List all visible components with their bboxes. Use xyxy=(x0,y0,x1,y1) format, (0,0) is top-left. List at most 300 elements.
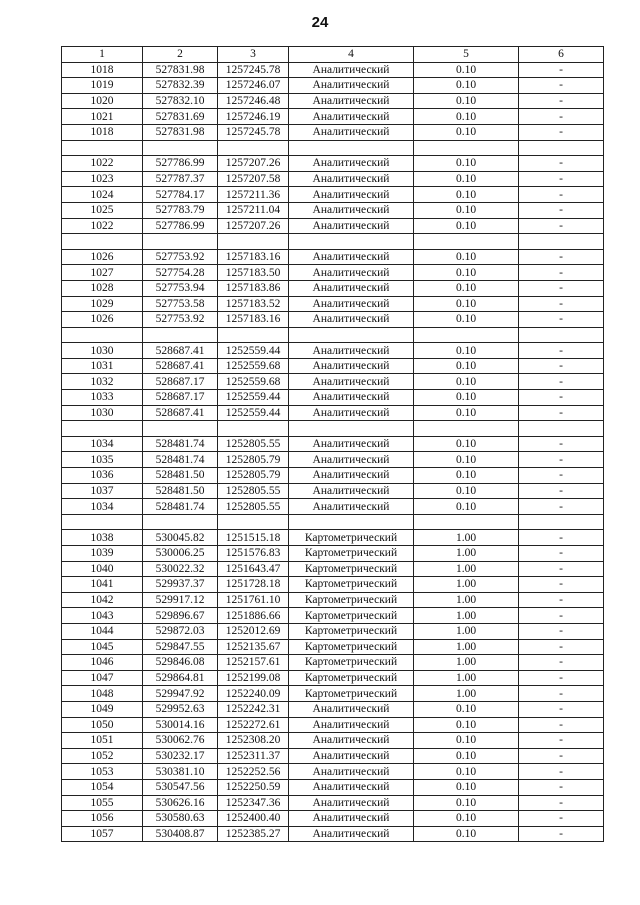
point-number-cell: 1042 xyxy=(62,592,143,608)
point-number-cell: 1057 xyxy=(62,826,143,842)
accuracy-cell: 1.00 xyxy=(414,561,519,577)
x-coordinate-cell: 529846.08 xyxy=(143,655,218,671)
table-row xyxy=(62,499,604,515)
point-number-cell: 1034 xyxy=(62,436,143,452)
note-cell xyxy=(519,140,604,156)
x-coordinate-cell xyxy=(143,421,218,437)
note-cell: - xyxy=(519,546,604,562)
note-cell: - xyxy=(519,78,604,94)
point-number-cell: 1018 xyxy=(62,124,143,140)
x-coordinate-cell: 527786.99 xyxy=(143,218,218,234)
x-coordinate-cell: 530580.63 xyxy=(143,811,218,827)
method-cell: Картометрический xyxy=(289,639,414,655)
note-cell: - xyxy=(519,608,604,624)
method-cell: Картометрический xyxy=(289,530,414,546)
point-number-cell: 1037 xyxy=(62,483,143,499)
accuracy-cell: 0.10 xyxy=(414,748,519,764)
note-cell: - xyxy=(519,717,604,733)
separator-row xyxy=(62,327,604,343)
method-cell: Аналитический xyxy=(289,748,414,764)
accuracy-cell xyxy=(414,140,519,156)
table-row xyxy=(62,701,604,717)
point-number-cell: 1030 xyxy=(62,343,143,359)
method-cell: Аналитический xyxy=(289,124,414,140)
method-cell: Аналитический xyxy=(289,218,414,234)
point-number-cell: 1038 xyxy=(62,530,143,546)
y-coordinate-cell: 1257246.48 xyxy=(218,93,289,109)
x-coordinate-cell: 530014.16 xyxy=(143,717,218,733)
note-cell: - xyxy=(519,655,604,671)
note-cell: - xyxy=(519,764,604,780)
table-row xyxy=(62,483,604,499)
method-cell: Аналитический xyxy=(289,733,414,749)
method-cell: Аналитический xyxy=(289,436,414,452)
x-coordinate-cell: 528687.41 xyxy=(143,343,218,359)
method-cell: Аналитический xyxy=(289,265,414,281)
x-coordinate-cell: 528481.74 xyxy=(143,499,218,515)
note-cell: - xyxy=(519,249,604,265)
point-number-cell: 1043 xyxy=(62,608,143,624)
point-number-cell: 1048 xyxy=(62,686,143,702)
accuracy-cell: 0.10 xyxy=(414,811,519,827)
y-coordinate-cell: 1252157.61 xyxy=(218,655,289,671)
table-row xyxy=(62,218,604,234)
point-number-cell xyxy=(62,327,143,343)
table-row xyxy=(62,358,604,374)
accuracy-cell: 0.10 xyxy=(414,405,519,421)
method-cell: Аналитический xyxy=(289,717,414,733)
y-coordinate-cell: 1251576.83 xyxy=(218,546,289,562)
note-cell: - xyxy=(519,779,604,795)
accuracy-cell: 0.10 xyxy=(414,499,519,515)
method-cell: Картометрический xyxy=(289,546,414,562)
method-cell: Аналитический xyxy=(289,62,414,78)
table-row xyxy=(62,592,604,608)
table-row xyxy=(62,468,604,484)
point-number-cell: 1041 xyxy=(62,577,143,593)
point-number-cell: 1034 xyxy=(62,499,143,515)
note-cell: - xyxy=(519,265,604,281)
note-cell: - xyxy=(519,156,604,172)
header-cell-4: 4 xyxy=(289,47,414,63)
x-coordinate-cell: 529937.37 xyxy=(143,577,218,593)
method-cell: Картометрический xyxy=(289,592,414,608)
note-cell xyxy=(519,327,604,343)
point-number-cell: 1021 xyxy=(62,109,143,125)
point-number-cell: 1023 xyxy=(62,171,143,187)
note-cell: - xyxy=(519,374,604,390)
x-coordinate-cell: 530232.17 xyxy=(143,748,218,764)
note-cell: - xyxy=(519,124,604,140)
x-coordinate-cell: 527786.99 xyxy=(143,156,218,172)
x-coordinate-cell: 530006.25 xyxy=(143,546,218,562)
table-row xyxy=(62,296,604,312)
y-coordinate-cell: 1252012.69 xyxy=(218,623,289,639)
accuracy-cell: 0.10 xyxy=(414,93,519,109)
point-number-cell: 1029 xyxy=(62,296,143,312)
note-cell: - xyxy=(519,296,604,312)
method-cell: Аналитический xyxy=(289,156,414,172)
x-coordinate-cell: 529864.81 xyxy=(143,670,218,686)
accuracy-cell: 1.00 xyxy=(414,608,519,624)
point-number-cell: 1050 xyxy=(62,717,143,733)
y-coordinate-cell: 1252559.44 xyxy=(218,405,289,421)
table-row xyxy=(62,374,604,390)
y-coordinate-cell: 1257211.04 xyxy=(218,202,289,218)
note-cell: - xyxy=(519,343,604,359)
note-cell: - xyxy=(519,748,604,764)
table-row xyxy=(62,62,604,78)
method-cell: Картометрический xyxy=(289,608,414,624)
method-cell: Аналитический xyxy=(289,779,414,795)
note-cell: - xyxy=(519,468,604,484)
accuracy-cell: 0.10 xyxy=(414,280,519,296)
x-coordinate-cell: 529872.03 xyxy=(143,623,218,639)
y-coordinate-cell xyxy=(218,514,289,530)
y-coordinate-cell xyxy=(218,234,289,250)
method-cell: Картометрический xyxy=(289,623,414,639)
table-row xyxy=(62,187,604,203)
accuracy-cell: 0.10 xyxy=(414,78,519,94)
method-cell: Аналитический xyxy=(289,171,414,187)
accuracy-cell: 1.00 xyxy=(414,530,519,546)
note-cell: - xyxy=(519,358,604,374)
accuracy-cell: 0.10 xyxy=(414,452,519,468)
table-row xyxy=(62,93,604,109)
accuracy-cell: 0.10 xyxy=(414,795,519,811)
point-number-cell: 1040 xyxy=(62,561,143,577)
x-coordinate-cell xyxy=(143,140,218,156)
y-coordinate-cell: 1251728.18 xyxy=(218,577,289,593)
y-coordinate-cell: 1252347.36 xyxy=(218,795,289,811)
point-number-cell: 1051 xyxy=(62,733,143,749)
point-number-cell: 1046 xyxy=(62,655,143,671)
x-coordinate-cell: 530045.82 xyxy=(143,530,218,546)
point-number-cell: 1047 xyxy=(62,670,143,686)
method-cell: Аналитический xyxy=(289,483,414,499)
note-cell: - xyxy=(519,639,604,655)
note-cell: - xyxy=(519,623,604,639)
method-cell xyxy=(289,514,414,530)
method-cell: Аналитический xyxy=(289,405,414,421)
note-cell: - xyxy=(519,452,604,468)
separator-row xyxy=(62,514,604,530)
table-row xyxy=(62,733,604,749)
method-cell: Аналитический xyxy=(289,343,414,359)
y-coordinate-cell: 1257246.19 xyxy=(218,109,289,125)
x-coordinate-cell xyxy=(143,327,218,343)
y-coordinate-cell: 1257183.50 xyxy=(218,265,289,281)
method-cell: Аналитический xyxy=(289,93,414,109)
y-coordinate-cell: 1252805.55 xyxy=(218,483,289,499)
accuracy-cell: 0.10 xyxy=(414,265,519,281)
x-coordinate-cell: 527753.94 xyxy=(143,280,218,296)
accuracy-cell: 0.10 xyxy=(414,62,519,78)
table-row xyxy=(62,623,604,639)
accuracy-cell: 0.10 xyxy=(414,436,519,452)
y-coordinate-cell: 1252805.79 xyxy=(218,468,289,484)
point-number-cell: 1026 xyxy=(62,312,143,328)
y-coordinate-cell: 1252199.08 xyxy=(218,670,289,686)
y-coordinate-cell: 1257183.16 xyxy=(218,312,289,328)
header-cell-5: 5 xyxy=(414,47,519,63)
method-cell: Аналитический xyxy=(289,358,414,374)
table-row xyxy=(62,452,604,468)
x-coordinate-cell: 527832.10 xyxy=(143,93,218,109)
point-number-cell: 1031 xyxy=(62,358,143,374)
y-coordinate-cell: 1251761.10 xyxy=(218,592,289,608)
point-number-cell: 1018 xyxy=(62,62,143,78)
accuracy-cell xyxy=(414,514,519,530)
point-number-cell: 1020 xyxy=(62,93,143,109)
point-number-cell: 1056 xyxy=(62,811,143,827)
x-coordinate-cell: 529952.63 xyxy=(143,701,218,717)
x-coordinate-cell: 530062.76 xyxy=(143,733,218,749)
note-cell: - xyxy=(519,561,604,577)
table-row xyxy=(62,156,604,172)
point-number-cell: 1039 xyxy=(62,546,143,562)
table-row xyxy=(62,530,604,546)
method-cell: Картометрический xyxy=(289,577,414,593)
accuracy-cell: 0.10 xyxy=(414,124,519,140)
y-coordinate-cell: 1257183.16 xyxy=(218,249,289,265)
table-row xyxy=(62,717,604,733)
x-coordinate-cell: 527753.58 xyxy=(143,296,218,312)
x-coordinate-cell: 529896.67 xyxy=(143,608,218,624)
method-cell: Аналитический xyxy=(289,795,414,811)
y-coordinate-cell: 1251886.66 xyxy=(218,608,289,624)
point-number-cell: 1033 xyxy=(62,390,143,406)
method-cell xyxy=(289,234,414,250)
point-number-cell xyxy=(62,140,143,156)
point-number-cell: 1032 xyxy=(62,374,143,390)
y-coordinate-cell: 1252559.68 xyxy=(218,358,289,374)
y-coordinate-cell: 1257211.36 xyxy=(218,187,289,203)
method-cell xyxy=(289,421,414,437)
separator-row xyxy=(62,234,604,250)
point-number-cell: 1028 xyxy=(62,280,143,296)
x-coordinate-cell: 530408.87 xyxy=(143,826,218,842)
accuracy-cell: 0.10 xyxy=(414,468,519,484)
point-number-cell: 1026 xyxy=(62,249,143,265)
point-number-cell: 1022 xyxy=(62,156,143,172)
note-cell: - xyxy=(519,109,604,125)
y-coordinate-cell: 1252559.44 xyxy=(218,390,289,406)
point-number-cell: 1027 xyxy=(62,265,143,281)
table-row xyxy=(62,436,604,452)
table-row xyxy=(62,78,604,94)
x-coordinate-cell xyxy=(143,234,218,250)
table-row xyxy=(62,779,604,795)
note-cell: - xyxy=(519,577,604,593)
accuracy-cell: 0.10 xyxy=(414,187,519,203)
point-number-cell: 1036 xyxy=(62,468,143,484)
coordinates-table xyxy=(61,46,604,842)
y-coordinate-cell: 1251643.47 xyxy=(218,561,289,577)
note-cell: - xyxy=(519,483,604,499)
x-coordinate-cell: 530381.10 xyxy=(143,764,218,780)
note-cell: - xyxy=(519,811,604,827)
accuracy-cell: 1.00 xyxy=(414,546,519,562)
note-cell: - xyxy=(519,171,604,187)
method-cell: Аналитический xyxy=(289,468,414,484)
y-coordinate-cell xyxy=(218,421,289,437)
y-coordinate-cell: 1252250.59 xyxy=(218,779,289,795)
y-coordinate-cell: 1257246.07 xyxy=(218,78,289,94)
x-coordinate-cell: 528687.17 xyxy=(143,390,218,406)
x-coordinate-cell: 527753.92 xyxy=(143,312,218,328)
x-coordinate-cell: 528481.74 xyxy=(143,452,218,468)
x-coordinate-cell: 527831.98 xyxy=(143,124,218,140)
table-row xyxy=(62,280,604,296)
point-number-cell: 1022 xyxy=(62,218,143,234)
y-coordinate-cell: 1252272.61 xyxy=(218,717,289,733)
x-coordinate-cell: 528481.50 xyxy=(143,483,218,499)
header-row xyxy=(62,47,604,63)
note-cell: - xyxy=(519,592,604,608)
accuracy-cell: 0.10 xyxy=(414,764,519,780)
x-coordinate-cell: 527783.79 xyxy=(143,202,218,218)
accuracy-cell: 0.10 xyxy=(414,343,519,359)
table-row xyxy=(62,171,604,187)
y-coordinate-cell: 1257245.78 xyxy=(218,62,289,78)
x-coordinate-cell: 528687.17 xyxy=(143,374,218,390)
y-coordinate-cell: 1252559.68 xyxy=(218,374,289,390)
table-row xyxy=(62,655,604,671)
accuracy-cell: 1.00 xyxy=(414,686,519,702)
table-row xyxy=(62,748,604,764)
accuracy-cell: 0.10 xyxy=(414,218,519,234)
note-cell: - xyxy=(519,826,604,842)
method-cell: Аналитический xyxy=(289,296,414,312)
x-coordinate-cell: 529847.55 xyxy=(143,639,218,655)
x-coordinate-cell: 528687.41 xyxy=(143,405,218,421)
table-row xyxy=(62,561,604,577)
table-row xyxy=(62,390,604,406)
y-coordinate-cell: 1251515.18 xyxy=(218,530,289,546)
y-coordinate-cell: 1252135.67 xyxy=(218,639,289,655)
accuracy-cell: 0.10 xyxy=(414,717,519,733)
y-coordinate-cell: 1257207.26 xyxy=(218,156,289,172)
accuracy-cell: 0.10 xyxy=(414,296,519,312)
x-coordinate-cell: 530626.16 xyxy=(143,795,218,811)
point-number-cell: 1054 xyxy=(62,779,143,795)
note-cell: - xyxy=(519,530,604,546)
point-number-cell: 1044 xyxy=(62,623,143,639)
method-cell: Картометрический xyxy=(289,561,414,577)
point-number-cell: 1049 xyxy=(62,701,143,717)
accuracy-cell: 0.10 xyxy=(414,312,519,328)
x-coordinate-cell: 528481.50 xyxy=(143,468,218,484)
y-coordinate-cell: 1257183.86 xyxy=(218,280,289,296)
note-cell xyxy=(519,421,604,437)
method-cell: Аналитический xyxy=(289,187,414,203)
note-cell: - xyxy=(519,202,604,218)
y-coordinate-cell: 1257207.26 xyxy=(218,218,289,234)
table-row xyxy=(62,405,604,421)
note-cell: - xyxy=(519,436,604,452)
note-cell: - xyxy=(519,670,604,686)
note-cell: - xyxy=(519,390,604,406)
accuracy-cell: 0.10 xyxy=(414,779,519,795)
note-cell: - xyxy=(519,187,604,203)
note-cell: - xyxy=(519,62,604,78)
accuracy-cell: 0.10 xyxy=(414,109,519,125)
x-coordinate-cell: 527753.92 xyxy=(143,249,218,265)
note-cell xyxy=(519,234,604,250)
table-row xyxy=(62,608,604,624)
note-cell: - xyxy=(519,312,604,328)
table-row xyxy=(62,343,604,359)
x-coordinate-cell: 527754.28 xyxy=(143,265,218,281)
table-row xyxy=(62,546,604,562)
point-number-cell xyxy=(62,514,143,530)
method-cell: Аналитический xyxy=(289,390,414,406)
method-cell: Аналитический xyxy=(289,826,414,842)
header-cell-1: 1 xyxy=(62,47,143,63)
table-row xyxy=(62,312,604,328)
table-row xyxy=(62,265,604,281)
method-cell: Аналитический xyxy=(289,499,414,515)
y-coordinate-cell: 1257207.58 xyxy=(218,171,289,187)
table-row xyxy=(62,811,604,827)
point-number-cell: 1055 xyxy=(62,795,143,811)
accuracy-cell: 0.10 xyxy=(414,390,519,406)
accuracy-cell: 1.00 xyxy=(414,639,519,655)
y-coordinate-cell: 1252252.56 xyxy=(218,764,289,780)
x-coordinate-cell: 530547.56 xyxy=(143,779,218,795)
table-row xyxy=(62,826,604,842)
note-cell: - xyxy=(519,280,604,296)
header-cell-2: 2 xyxy=(143,47,218,63)
accuracy-cell: 1.00 xyxy=(414,623,519,639)
accuracy-cell: 0.10 xyxy=(414,358,519,374)
method-cell xyxy=(289,327,414,343)
table-row xyxy=(62,686,604,702)
method-cell xyxy=(289,140,414,156)
y-coordinate-cell: 1252400.40 xyxy=(218,811,289,827)
note-cell: - xyxy=(519,218,604,234)
method-cell: Аналитический xyxy=(289,701,414,717)
method-cell: Аналитический xyxy=(289,109,414,125)
point-number-cell: 1024 xyxy=(62,187,143,203)
table-row xyxy=(62,249,604,265)
method-cell: Аналитический xyxy=(289,202,414,218)
separator-row xyxy=(62,140,604,156)
y-coordinate-cell: 1252385.27 xyxy=(218,826,289,842)
accuracy-cell: 0.10 xyxy=(414,733,519,749)
x-coordinate-cell: 529917.12 xyxy=(143,592,218,608)
y-coordinate-cell: 1252240.09 xyxy=(218,686,289,702)
method-cell: Аналитический xyxy=(289,280,414,296)
table-row xyxy=(62,577,604,593)
x-coordinate-cell: 527832.39 xyxy=(143,78,218,94)
note-cell: - xyxy=(519,405,604,421)
table-row xyxy=(62,124,604,140)
note-cell: - xyxy=(519,93,604,109)
point-number-cell xyxy=(62,234,143,250)
table-row xyxy=(62,639,604,655)
x-coordinate-cell: 527831.69 xyxy=(143,109,218,125)
y-coordinate-cell: 1252308.20 xyxy=(218,733,289,749)
y-coordinate-cell xyxy=(218,327,289,343)
y-coordinate-cell: 1252805.79 xyxy=(218,452,289,468)
accuracy-cell: 1.00 xyxy=(414,670,519,686)
point-number-cell: 1019 xyxy=(62,78,143,94)
y-coordinate-cell: 1252805.55 xyxy=(218,499,289,515)
note-cell: - xyxy=(519,795,604,811)
accuracy-cell xyxy=(414,234,519,250)
